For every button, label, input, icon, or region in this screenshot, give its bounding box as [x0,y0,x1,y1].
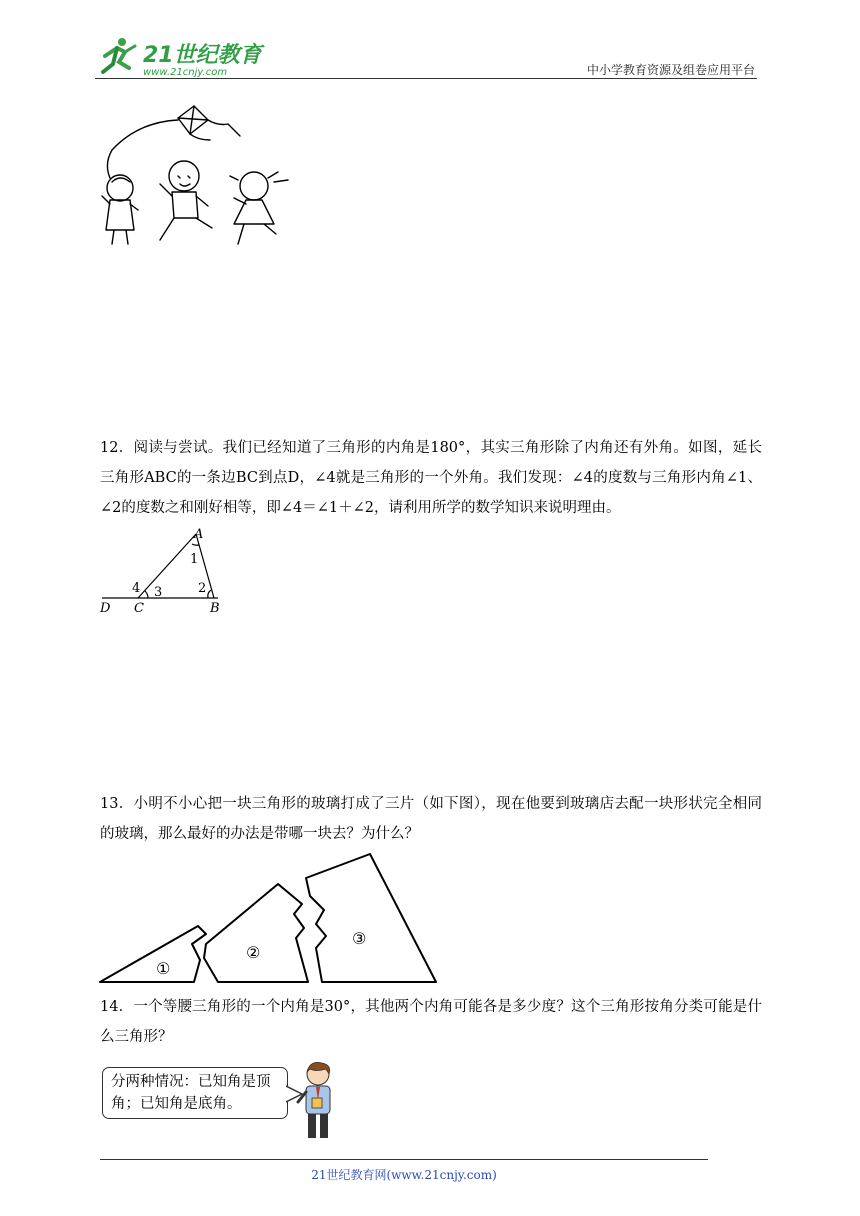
site-logo [95,34,265,80]
label-a: A [194,527,204,542]
label-b: B [210,601,220,616]
footer-divider [100,1159,708,1160]
angle-1-label: 1 [190,552,199,567]
glass-piece-3 [306,854,436,982]
angle-3-label: 3 [154,585,163,600]
label-d: D [100,601,111,616]
glass-piece-2 [204,884,308,982]
broken-glass-figure [98,852,440,986]
piece-3-label: ③ [352,929,367,948]
angle-2-label: 2 [198,581,207,596]
kite-children-illustration [98,100,300,250]
site-title: 中小学教育资源及组卷应用平台 [586,63,755,77]
teacher-illustration [296,1060,340,1140]
piece-2-label: ② [246,943,261,962]
hint-speech-bubble [102,1067,288,1119]
question-14-text: 14．一个等腰三角形的一个内角是30°，其他两个内角可能各是多少度？这个三角形按角分类可能是什么三角形？ [100,999,762,1045]
logo-url: www.21cnjy.com [143,67,228,78]
piece-1-label: ① [156,959,171,978]
logo-text: 21世纪教育 [143,43,262,68]
label-c: C [134,601,144,616]
question-12-text: 12．阅读与尝试。我们已经知道了三角形的内角是180°，其实三角形除了内角还有外角。如图，延长三角形ABC的一条边BC到点D，∠4就是三角形的一个外角。我们发现：∠4的度数与三角形内角∠1、∠2的度数之和刚好相等，即∠4＝∠1＋∠2，请利用所学的数学知识来说明理由。 [100,440,762,516]
glass-piece-1 [100,926,206,982]
triangle-abc-figure [96,526,228,616]
header-divider [95,78,757,79]
hint-text: 分两种情况：已知角是顶角；已知角是底角。 [111,1074,271,1112]
footer-text: 21世纪教育网(www.21cnjy.com) [311,1168,497,1182]
runner-icon [103,38,135,72]
angle-4-label: 4 [132,581,141,596]
question-13-text: 13．小明不小心把一块三角形的玻璃打成了三片（如下图），现在他要到玻璃店去配一块形状完全相同的玻璃，那么最好的办法是带哪一块去？为什么？ [100,796,762,842]
